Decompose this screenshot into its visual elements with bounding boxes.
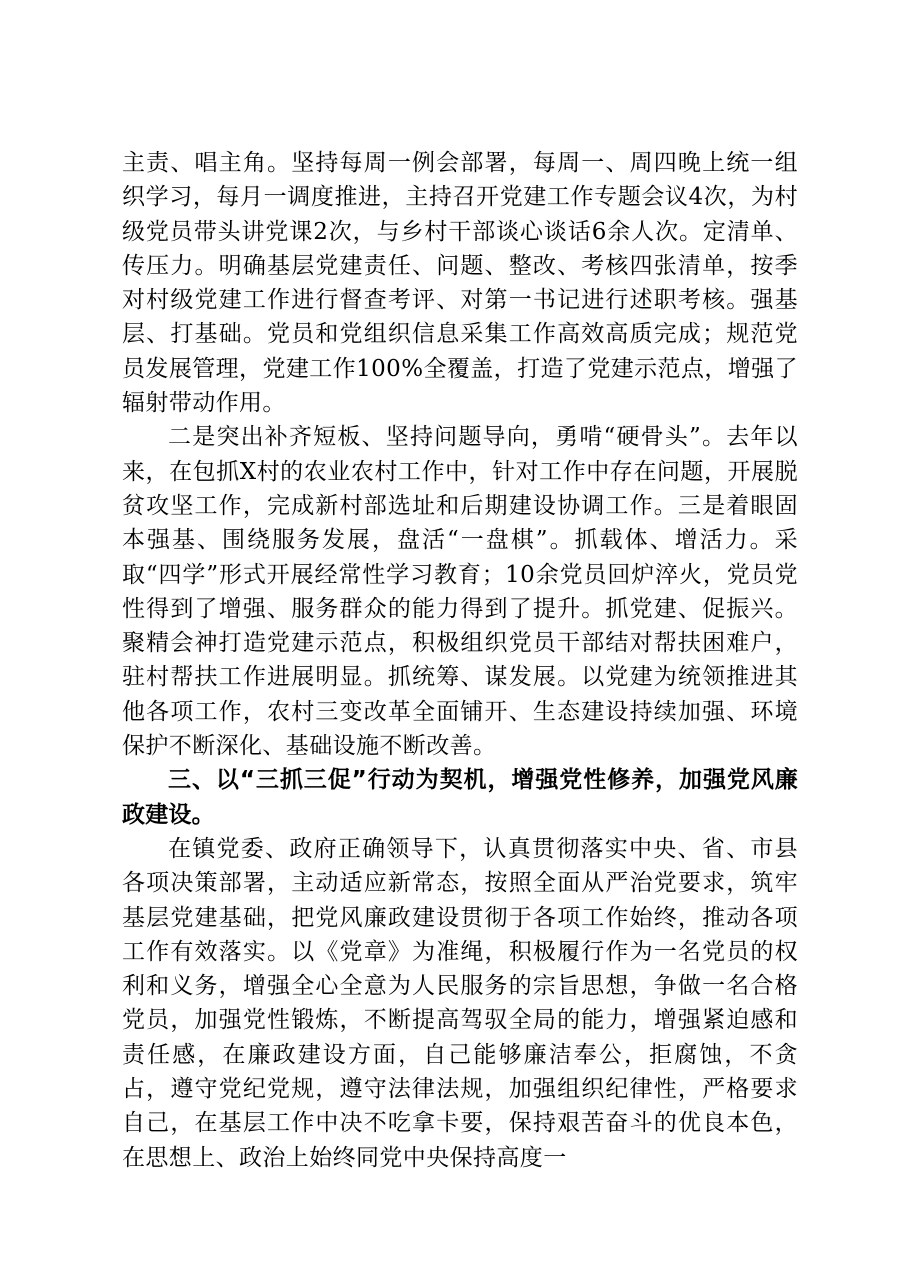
section-heading-3: 三、以“三抓三促”行动为契机，增强党性修养，加强党风廉政建设。 [122, 767, 798, 828]
paragraph-4: 在镇党委、政府正确领导下，认真贯彻落实中央、省、市县各项决策部署，主动适应新常态，按照全面从严治党要求，筑牢基层党建基础，把党风廉政建设贯彻于各项工作始终，推动各项工作有效落实。以《党章》为准绳，积极履行作为一名党员的权利和义务，增强全心全意为人民服务的宗旨思想，争做一名合格党员，加强党性锻炼，不断提高驾驭全局的能力，增强紧迫感和责任感，在廉政建设方面，自己能够廉洁奉公，拒腐蚀，不贪占，遵守党纪党规，遵守法律法规，加强组织纪律性，严格要求自己，在基层工作中决不吃拿卡要，保持艰苦奋斗的优良本色，在思想上、政治上始终同党中央保持高度一 [122, 835, 798, 1171]
document-body [122, 146, 798, 1175]
paragraph-1: 主责、唱主角。坚持每周一例会部署，每周一、周四晚上统一组织学习，每月一调度推进，主持召开党建工作专题会议4次，为村级党员带头讲党课2次，与乡村干部谈心谈话6余人次。定清单、传压力。明确基层党建责任、问题、整改、考核四张清单，按季对村级党建工作进行督查考评、对第一书记进行述职考核。强基层、打基础。党员和党组织信息采集工作高效高质完成；规范党员发展管理，党建工作100%全覆盖，打造了党建示范点，增强了辐射带动作用。 [122, 150, 798, 417]
paragraph-2: 二是突出补齐短板、坚持问题导向，勇啃“硬骨头”。去年以来，在包抓X村的农业农村工作中，针对工作中存在问题，开展脱贫攻坚工作，完成新村部选址和后期建设协调工作。三是着眼固本强基、围绕服务发展，盘活“一盘棋”。抓载体、增活力。采取“四学”形式开展经常性学习教育；10余党员回炉淬火，党员党性得到了增强、服务群众的能力得到了提升。抓党建、促振兴。聚精会神打造党建示范点，积极组织党员干部结对帮扶困难户，驻村帮扶工作进展明显。抓统筹、谋发展。以党建为统领推进其他各项工作，农村三变改革全面铺开、生态建设持续加强、环境保护不断深化、基础设施不断改善。 [122, 424, 798, 760]
